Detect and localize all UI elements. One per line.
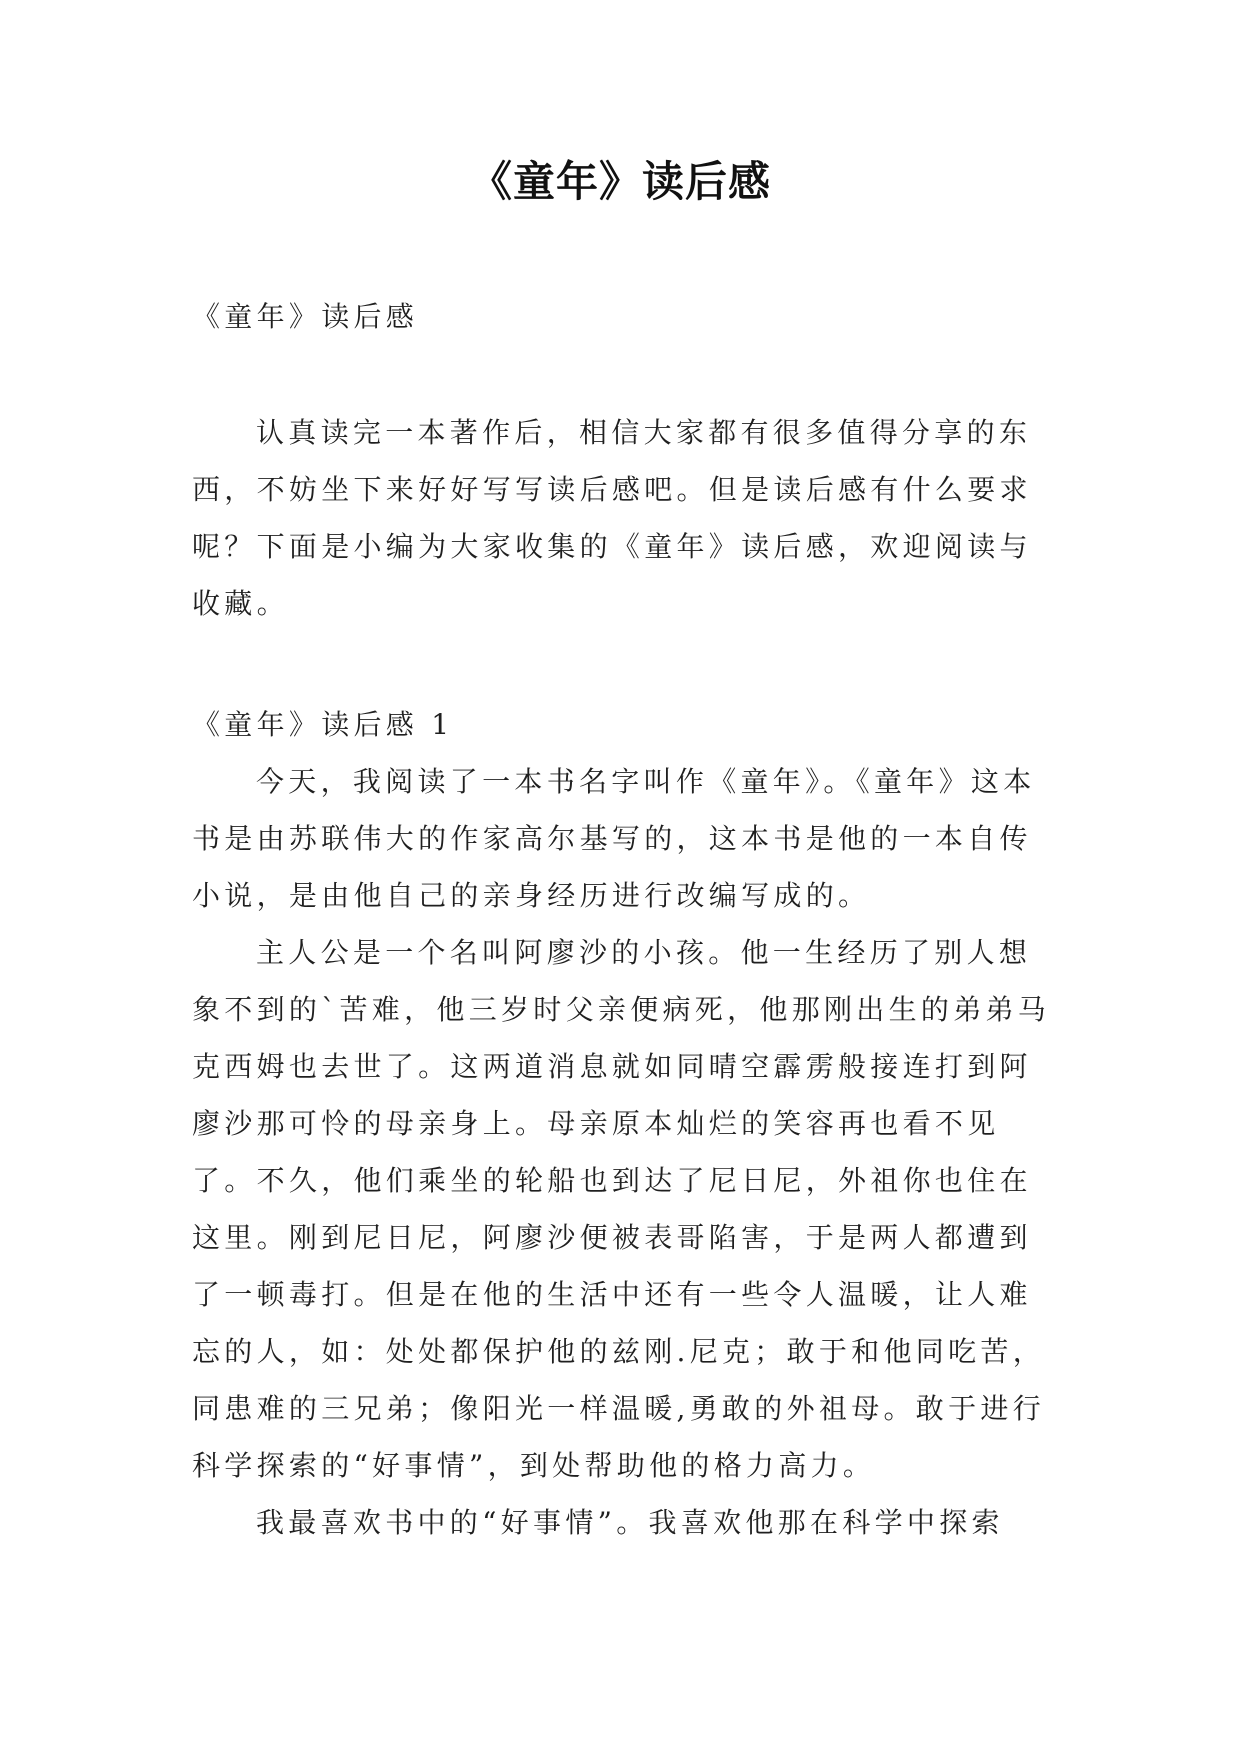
document-subtitle: 《童年》读后感 — [192, 300, 419, 333]
section-heading: 《童年》读后感 1 — [192, 708, 454, 741]
body-paragraph-3: 我最喜欢书中的“好事情”。我喜欢他那在科学中探索 — [256, 1506, 1004, 1539]
document-title: 《童年》读后感 — [469, 157, 771, 206]
intro-paragraph: 认真读完一本著作后，相信大家都有很多值得分享的东西，不妨坐下来好好写写读后感吧。但是读后感有什么要求呢？下面是小编为大家收集的《童年》读后感，欢迎阅读与收藏。 — [192, 416, 1032, 620]
section-body — [192, 753, 1052, 1551]
body-paragraph-2: 主人公是一个名叫阿廖沙的小孩。他一生经历了别人想象不到的`苦难，他三岁时父亲便病死，他那刚出生的弟弟马克西姆也去世了。这两道消息就如同晴空霹雳般接连打到阿廖沙那可怜的母亲身上。母亲原本灿烂的笑容再也看不见了。不久，他们乘坐的轮船也到达了尼日尼，外祖你也住在这里。刚到尼日尼，阿廖沙便被表哥陷害，于是两人都遭到了一顿毒打。但是在他的生活中还有一些令人温暖，让人难忘的人，如：处处都保护他的兹刚.尼克；敢于和他同吃苦，同患难的三兄弟；像阳光一样温暖,勇敢的外祖母。敢于进行科学探索的“好事情”，到处帮助他的格力高力。 — [192, 936, 1051, 1482]
body-paragraph-1: 今天，我阅读了一本书名字叫作《童年》。《童年》这本书是由苏联伟大的作家高尔基写的，这本书是他的一本自传小说，是由他自己的亲身经历进行改编写成的。 — [192, 765, 1036, 912]
